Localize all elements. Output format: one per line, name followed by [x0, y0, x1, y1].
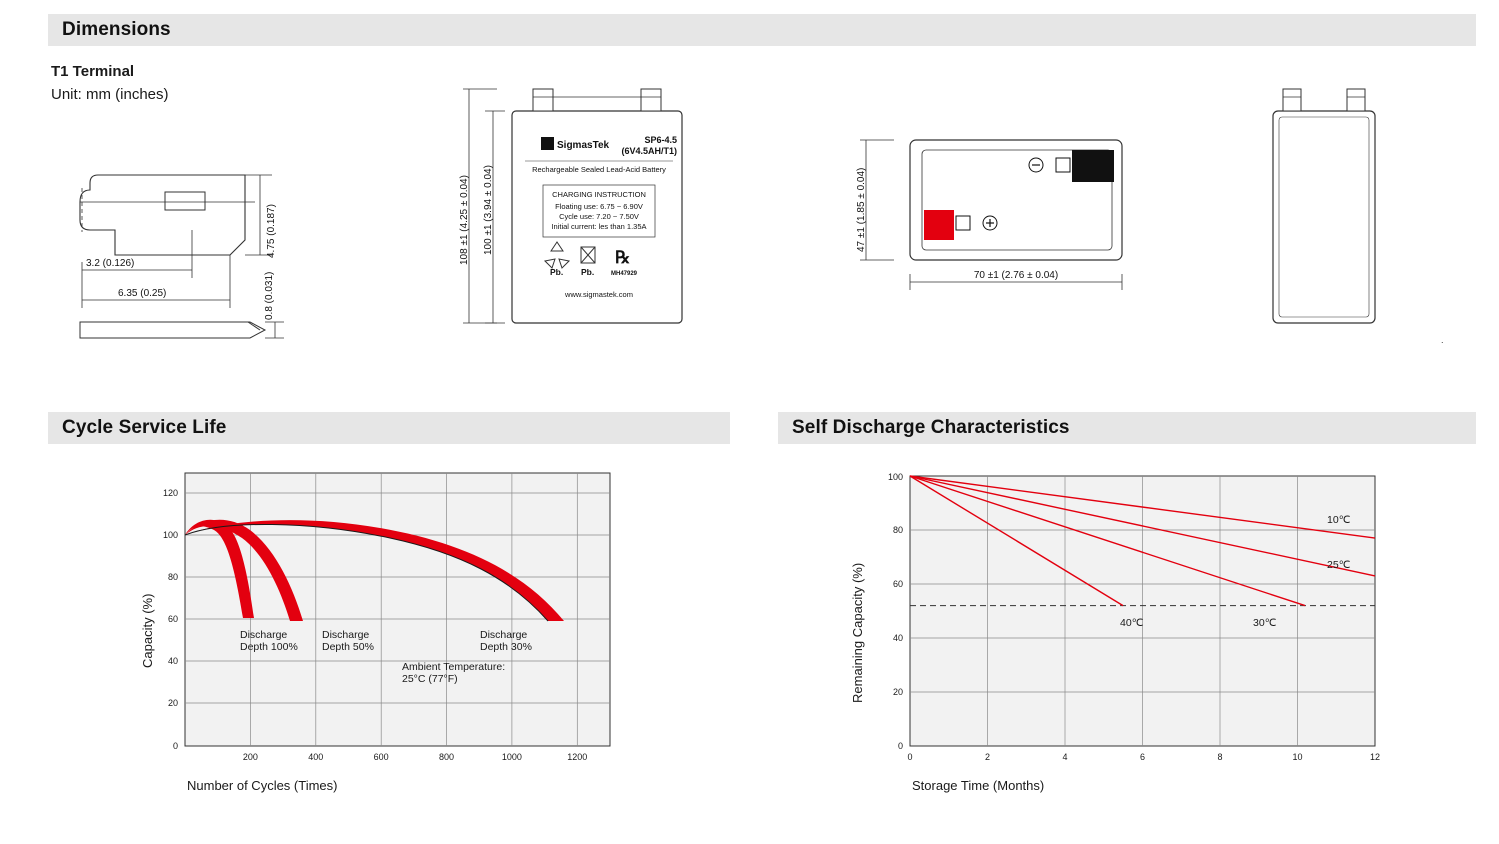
svg-text:℞: ℞ [615, 248, 631, 267]
dim-depth: 47 ±1 (1.85 ± 0.04) [856, 167, 867, 252]
svg-text:Discharge: Discharge [480, 629, 528, 641]
terminal-drawing [60, 130, 390, 370]
battery-front-view [455, 75, 745, 345]
battery-top-view [850, 110, 1170, 320]
label-spec: (6V4.5AH/T1) [621, 146, 677, 156]
svg-text:4: 4 [1062, 752, 1068, 762]
label-30c: 30℃ [1253, 617, 1277, 629]
cycle-life-chart [130, 458, 690, 808]
svg-text:20: 20 [167, 698, 178, 708]
svg-text:Depth 100%: Depth 100% [240, 641, 298, 653]
svg-text:100: 100 [162, 530, 178, 540]
section-title-dimensions: Dimensions [62, 19, 171, 40]
svg-text:400: 400 [308, 752, 324, 762]
svg-text:25°C (77°F): 25°C (77°F) [402, 673, 458, 685]
cycle-xlabel: Number of Cycles (Times) [187, 778, 338, 793]
svg-text:60: 60 [167, 614, 178, 624]
label-40c: 40℃ [1120, 617, 1144, 629]
svg-text:0: 0 [897, 741, 903, 751]
dim-total-height: 108 ±1 (4.25 ± 0.04) [459, 175, 470, 265]
sd-ylabel: Remaining Capacity (%) [850, 562, 865, 703]
ul-icon [615, 248, 630, 267]
section-title-self-discharge: Self Discharge Characteristics [792, 417, 1070, 438]
svg-text:6: 6 [1139, 752, 1146, 762]
label-charging-line-1: Floating use: 6.75 ~ 6.90V [555, 202, 643, 211]
terminal-title: T1 Terminal [51, 63, 135, 80]
dim-width-small: 3.2 (0.126) [86, 258, 135, 269]
svg-text:0: 0 [907, 752, 913, 762]
svg-text:800: 800 [438, 752, 455, 762]
svg-text:20: 20 [892, 687, 903, 697]
svg-text:Ambient Temperature:: Ambient Temperature: [402, 661, 506, 673]
svg-text:0: 0 [172, 741, 178, 751]
battery-side-view [1255, 75, 1455, 345]
cycle-ylabel: Capacity (%) [140, 593, 155, 668]
svg-text:40: 40 [167, 656, 178, 666]
label-charging-title: CHARGING INSTRUCTION [552, 190, 646, 199]
svg-text:2: 2 [984, 752, 991, 762]
label-icon-3: MH47929 [611, 271, 638, 277]
label-brand: SigmasTek [557, 140, 610, 151]
section-header-dimensions [48, 14, 1476, 46]
label-charging-line-3: Initial current: les than 1.35A [551, 222, 647, 231]
label-icon-2: Pb. [581, 267, 595, 277]
svg-text:100: 100 [887, 472, 903, 482]
section-header-self-discharge [778, 412, 1476, 444]
svg-text:Depth 30%: Depth 30% [480, 641, 532, 653]
svg-text:200: 200 [242, 752, 258, 762]
label-type: Rechargeable Sealed Lead-Acid Battery [532, 165, 666, 174]
svg-text:80: 80 [167, 572, 178, 582]
svg-text:Depth 50%: Depth 50% [322, 641, 374, 653]
dim-terminal-height: 4.75 (0.187) [266, 204, 277, 258]
dim-width: 70 ±1 (2.76 ± 0.04) [973, 270, 1059, 281]
dim-body-height: 100 ±1 (3.94 ± 0.04) [483, 165, 494, 255]
unit-note: Unit: mm (inches) [51, 86, 169, 103]
label-charging-line-2: Cycle use: 7.20 ~ 7.50V [559, 212, 639, 221]
svg-text:60: 60 [892, 579, 903, 589]
label-model: SP6-4.5 [644, 135, 677, 145]
sd-xlabel: Storage Time (Months) [912, 778, 1045, 793]
svg-text:Discharge: Discharge [322, 629, 370, 641]
section-header-cycle-life [48, 412, 730, 444]
label-website: www.sigmastek.com [565, 290, 633, 299]
svg-text:1200: 1200 [567, 752, 588, 762]
svg-text:8: 8 [1217, 752, 1223, 762]
svg-text:10: 10 [1292, 752, 1303, 762]
svg-text:40: 40 [892, 633, 903, 643]
svg-text:600: 600 [373, 752, 389, 762]
svg-text:120: 120 [162, 488, 178, 498]
svg-text:Discharge: Discharge [240, 629, 288, 641]
self-discharge-chart [830, 458, 1450, 808]
dim-thickness: 0.8 (0.031) [264, 271, 275, 320]
svg-text:80: 80 [892, 525, 903, 535]
corner-dot: . [1441, 335, 1444, 345]
label-10c: 10℃ [1327, 514, 1351, 526]
dim-width-large: 6.35 (0.25) [118, 288, 167, 299]
svg-text:12: 12 [1369, 752, 1381, 762]
label-icon-1: Pb. [550, 267, 564, 277]
svg-text:1000: 1000 [501, 752, 522, 762]
section-title-cycle-life: Cycle Service Life [62, 417, 227, 438]
label-25c: 25℃ [1327, 559, 1351, 571]
